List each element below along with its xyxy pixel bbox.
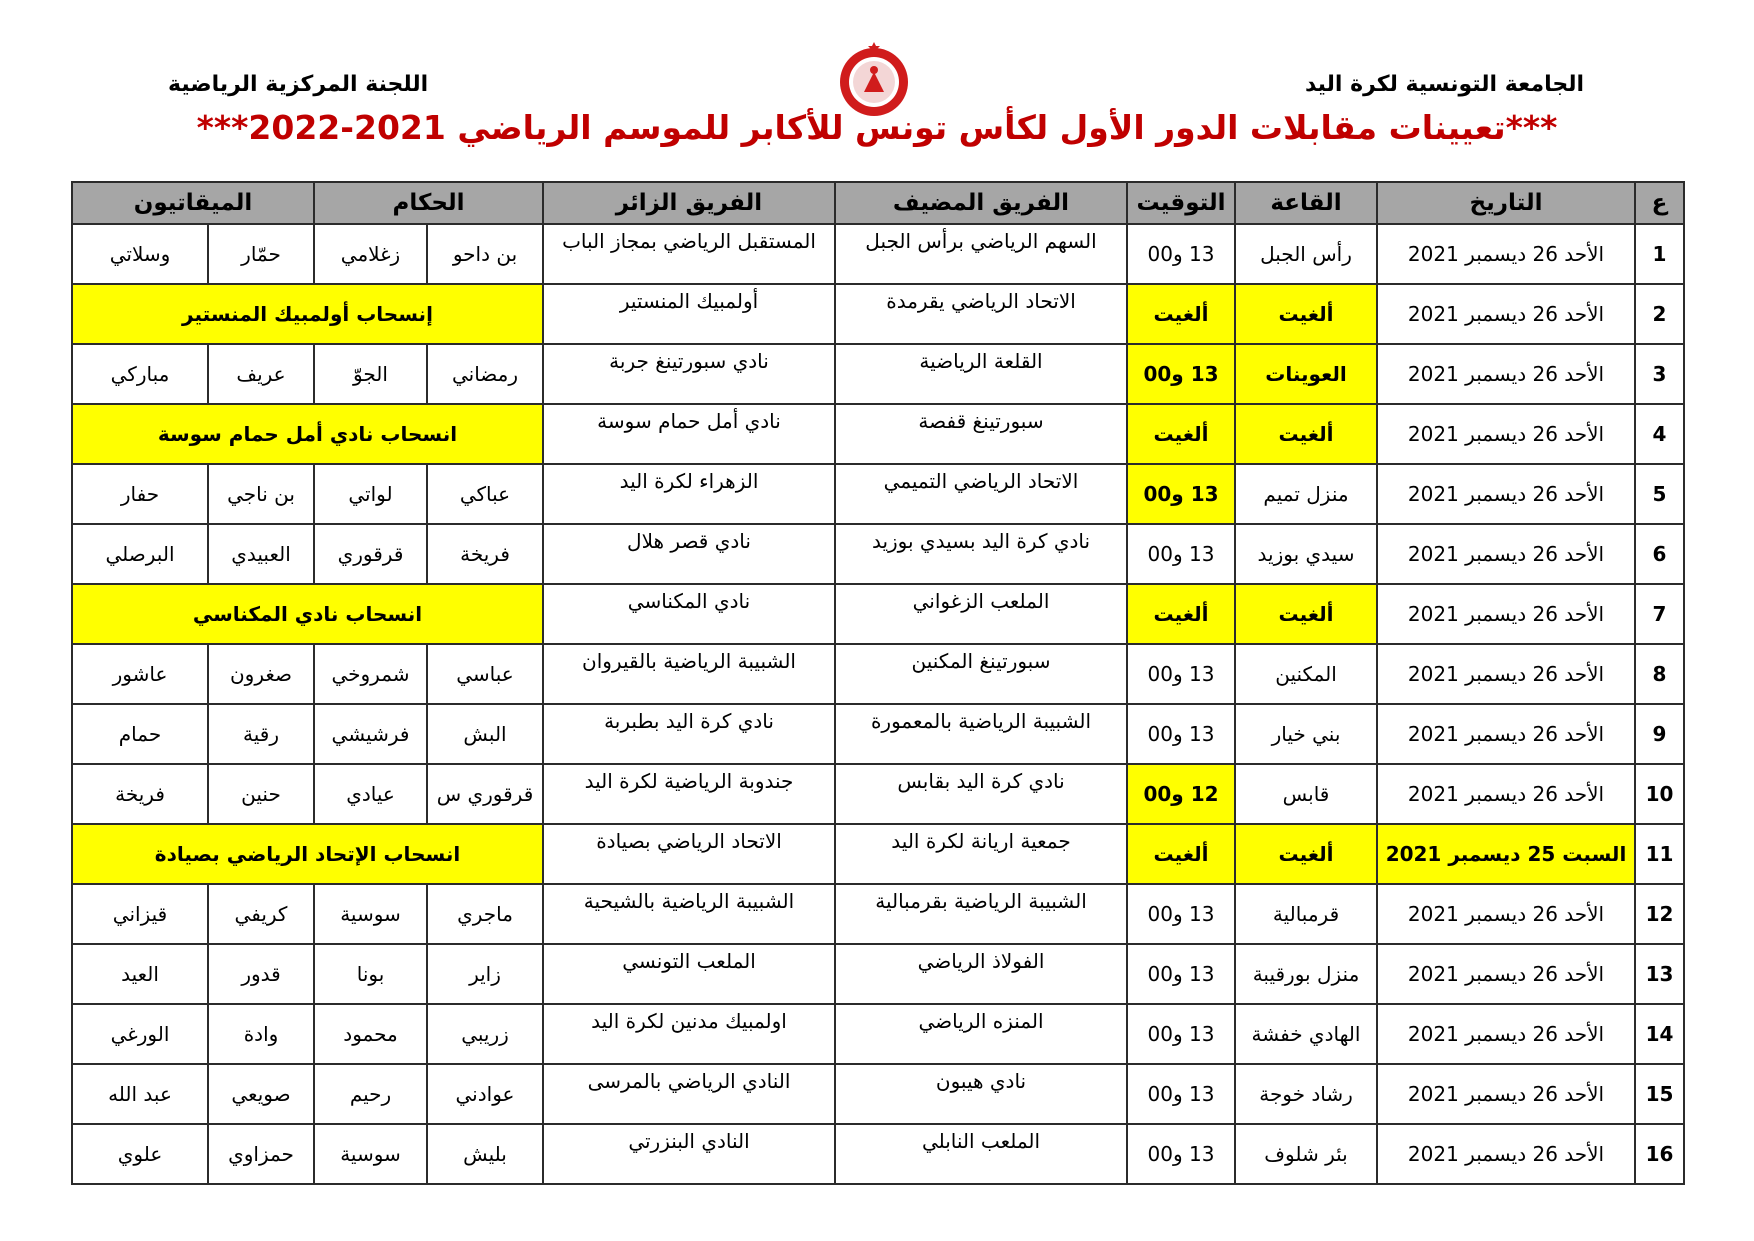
row-number: 15 <box>1635 1064 1684 1124</box>
match-time: 12 و00 <box>1127 764 1235 824</box>
row-number: 11 <box>1635 824 1684 884</box>
timekeeper-2: مباركي <box>72 344 208 404</box>
table-row <box>72 524 1684 584</box>
match-hall: قابس <box>1235 764 1377 824</box>
referee-1: البش <box>427 704 543 764</box>
referee-2: زغلامي <box>314 224 427 284</box>
match-date: الأحد 26 ديسمبر 2021 <box>1377 524 1635 584</box>
match-hall: العوينات <box>1235 344 1377 404</box>
match-hall: ألغيت <box>1235 584 1377 644</box>
header-num: ع <box>1635 182 1684 224</box>
timekeeper-1: حنين <box>208 764 314 824</box>
match-time: 13 و00 <box>1127 464 1235 524</box>
away-team: المستقبل الرياضي بمجاز الباب <box>543 224 835 284</box>
match-time: 13 و00 <box>1127 344 1235 404</box>
match-date: الأحد 26 ديسمبر 2021 <box>1377 1004 1635 1064</box>
away-team: أولمبيك المنستير <box>543 284 835 344</box>
referee-1: فريخة <box>427 524 543 584</box>
away-team: الشبيبة الرياضية بالشيحية <box>543 884 835 944</box>
referee-2: فرشيشي <box>314 704 427 764</box>
row-number: 5 <box>1635 464 1684 524</box>
referee-2: قرقوري <box>314 524 427 584</box>
row-number: 16 <box>1635 1124 1684 1184</box>
match-hall: المكنين <box>1235 644 1377 704</box>
table-row <box>72 584 1684 644</box>
match-hall: الهادي خفشة <box>1235 1004 1377 1064</box>
referee-2: عيادي <box>314 764 427 824</box>
row-number: 6 <box>1635 524 1684 584</box>
timekeeper-2: حمام <box>72 704 208 764</box>
home-team: الاتحاد الرياضي يقرمدة <box>835 284 1127 344</box>
home-team: القلعة الرياضية <box>835 344 1127 404</box>
header-time: التوقيت <box>1127 182 1235 224</box>
match-date: الأحد 26 ديسمبر 2021 <box>1377 464 1635 524</box>
row-number: 2 <box>1635 284 1684 344</box>
timekeeper-1: كريفي <box>208 884 314 944</box>
header-timekeepers: الميقاتيون <box>72 182 314 224</box>
match-date: الأحد 26 ديسمبر 2021 <box>1377 1124 1635 1184</box>
away-team: جندوبة الرياضية لكرة اليد <box>543 764 835 824</box>
match-time: 13 و00 <box>1127 524 1235 584</box>
referee-1: عباسي <box>427 644 543 704</box>
match-time: ألغيت <box>1127 584 1235 644</box>
away-team: الزهراء لكرة اليد <box>543 464 835 524</box>
referee-1: زريبي <box>427 1004 543 1064</box>
home-team: سبورتينغ قفصة <box>835 404 1127 464</box>
timekeeper-2: وسلاتي <box>72 224 208 284</box>
match-time: 13 و00 <box>1127 944 1235 1004</box>
match-date: الأحد 26 ديسمبر 2021 <box>1377 284 1635 344</box>
row-number: 8 <box>1635 644 1684 704</box>
match-hall: منزل بورقيبة <box>1235 944 1377 1004</box>
table-body <box>72 224 1684 1184</box>
referee-2: رحيم <box>314 1064 427 1124</box>
table-row <box>72 1124 1684 1184</box>
away-team: الملعب التونسي <box>543 944 835 1004</box>
row-number: 3 <box>1635 344 1684 404</box>
match-date: الأحد 26 ديسمبر 2021 <box>1377 404 1635 464</box>
referee-1: زاير <box>427 944 543 1004</box>
home-team: الفولاذ الرياضي <box>835 944 1127 1004</box>
match-hall: بئر شلوف <box>1235 1124 1377 1184</box>
away-team: النادي البنزرتي <box>543 1124 835 1184</box>
home-team: الاتحاد الرياضي التميمي <box>835 464 1127 524</box>
referee-2: الجوّ <box>314 344 427 404</box>
referee-1: عوادني <box>427 1064 543 1124</box>
away-team: نادي قصر هلال <box>543 524 835 584</box>
header-hall: القاعة <box>1235 182 1377 224</box>
timekeeper-1: العبيدي <box>208 524 314 584</box>
table-row <box>72 464 1684 524</box>
federation-name: الجامعة التونسية لكرة اليد <box>1304 72 1584 97</box>
table-row <box>72 704 1684 764</box>
away-team: نادي أمل حمام سوسة <box>543 404 835 464</box>
timekeeper-1: عريف <box>208 344 314 404</box>
table-row <box>72 884 1684 944</box>
match-time: 13 و00 <box>1127 704 1235 764</box>
assignments-table <box>71 181 1685 1185</box>
match-time: 13 و00 <box>1127 224 1235 284</box>
referee-1: بليش <box>427 1124 543 1184</box>
match-time: 13 و00 <box>1127 1004 1235 1064</box>
match-time: 13 و00 <box>1127 1064 1235 1124</box>
match-date: الأحد 26 ديسمبر 2021 <box>1377 944 1635 1004</box>
timekeeper-2: عبد الله <box>72 1064 208 1124</box>
row-number: 12 <box>1635 884 1684 944</box>
row-number: 10 <box>1635 764 1684 824</box>
referee-2: سوسية <box>314 1124 427 1184</box>
header-home: الفريق المضيف <box>835 182 1127 224</box>
match-time: ألغيت <box>1127 404 1235 464</box>
away-team: الاتحاد الرياضي بصيادة <box>543 824 835 884</box>
home-team: نادي هيبون <box>835 1064 1127 1124</box>
away-team: الشبيبة الرياضية بالقيروان <box>543 644 835 704</box>
home-team: الملعب النابلي <box>835 1124 1127 1184</box>
committee-name: اللجنة المركزية الرياضية <box>168 72 429 97</box>
away-team: نادي كرة اليد بطبربة <box>543 704 835 764</box>
referee-2: سوسية <box>314 884 427 944</box>
match-date: الأحد 26 ديسمبر 2021 <box>1377 764 1635 824</box>
withdrawal-note: إنسحاب أولمبيك المنستير <box>72 284 543 344</box>
referee-1: قرقوري س <box>427 764 543 824</box>
table-row <box>72 344 1684 404</box>
match-hall: قرمبالية <box>1235 884 1377 944</box>
table-row <box>72 1004 1684 1064</box>
table-row <box>72 764 1684 824</box>
table-row <box>72 944 1684 1004</box>
row-number: 7 <box>1635 584 1684 644</box>
timekeeper-2: قيزاني <box>72 884 208 944</box>
table-row <box>72 404 1684 464</box>
timekeeper-1: وادة <box>208 1004 314 1064</box>
home-team: الشبيبة الرياضية بالمعمورة <box>835 704 1127 764</box>
federation-logo-icon <box>836 42 912 118</box>
row-number: 4 <box>1635 404 1684 464</box>
match-hall: ألغيت <box>1235 824 1377 884</box>
referee-1: رمضاني <box>427 344 543 404</box>
home-team: الشبيبة الرياضية بقرمبالية <box>835 884 1127 944</box>
row-number: 1 <box>1635 224 1684 284</box>
withdrawal-note: انسحاب نادي أمل حمام سوسة <box>72 404 543 464</box>
away-team: اولمبيك مدنين لكرة اليد <box>543 1004 835 1064</box>
timekeeper-2: عاشور <box>72 644 208 704</box>
timekeeper-2: فريخة <box>72 764 208 824</box>
match-date: الأحد 26 ديسمبر 2021 <box>1377 224 1635 284</box>
timekeeper-1: حمزاوي <box>208 1124 314 1184</box>
match-hall: رشاد خوجة <box>1235 1064 1377 1124</box>
timekeeper-2: علوي <box>72 1124 208 1184</box>
timekeeper-2: حفار <box>72 464 208 524</box>
table-row <box>72 224 1684 284</box>
home-team: جمعية اريانة لكرة اليد <box>835 824 1127 884</box>
match-date: الأحد 26 ديسمبر 2021 <box>1377 1064 1635 1124</box>
timekeeper-1: حمّار <box>208 224 314 284</box>
referee-1: بن داحو <box>427 224 543 284</box>
match-time: 13 و00 <box>1127 644 1235 704</box>
referee-2: محمود <box>314 1004 427 1064</box>
match-hall: بني خيار <box>1235 704 1377 764</box>
home-team: نادي كرة اليد بقابس <box>835 764 1127 824</box>
match-date: الأحد 26 ديسمبر 2021 <box>1377 644 1635 704</box>
timekeeper-2: العيد <box>72 944 208 1004</box>
table-row <box>72 1064 1684 1124</box>
match-date: السبت 25 ديسمبر 2021 <box>1377 824 1635 884</box>
match-time: 13 و00 <box>1127 884 1235 944</box>
match-hall: رأس الجبل <box>1235 224 1377 284</box>
timekeeper-1: بن ناجي <box>208 464 314 524</box>
match-date: الأحد 26 ديسمبر 2021 <box>1377 584 1635 644</box>
header-away: الفريق الزائر <box>543 182 835 224</box>
match-time: ألغيت <box>1127 824 1235 884</box>
match-date: الأحد 26 ديسمبر 2021 <box>1377 704 1635 764</box>
timekeeper-1: قدور <box>208 944 314 1004</box>
table-row <box>72 284 1684 344</box>
row-number: 13 <box>1635 944 1684 1004</box>
home-team: المنزه الرياضي <box>835 1004 1127 1064</box>
referee-1: عباكي <box>427 464 543 524</box>
match-date: الأحد 26 ديسمبر 2021 <box>1377 884 1635 944</box>
match-hall: منزل تميم <box>1235 464 1377 524</box>
table-header-row <box>72 182 1684 224</box>
withdrawal-note: انسحاب الإتحاد الرياضي بصيادة <box>72 824 543 884</box>
away-team: النادي الرياضي بالمرسى <box>543 1064 835 1124</box>
home-team: سبورتينغ المكنين <box>835 644 1127 704</box>
table-row <box>72 824 1684 884</box>
withdrawal-note: انسحاب نادي المكناسي <box>72 584 543 644</box>
timekeeper-1: صغرون <box>208 644 314 704</box>
row-number: 14 <box>1635 1004 1684 1064</box>
page-title: ***تعيينات مقابلات الدور الأول لكأس تونس للأكابر للموسم الرياضي 2021-2022*** <box>196 108 1558 147</box>
away-team: نادي سبورتينغ جربة <box>543 344 835 404</box>
match-hall: ألغيت <box>1235 404 1377 464</box>
home-team: السهم الرياضي برأس الجبل <box>835 224 1127 284</box>
match-hall: سيدي بوزيد <box>1235 524 1377 584</box>
match-time: 13 و00 <box>1127 1124 1235 1184</box>
match-date: الأحد 26 ديسمبر 2021 <box>1377 344 1635 404</box>
timekeeper-1: رقية <box>208 704 314 764</box>
home-team: نادي كرة اليد بسيدي بوزيد <box>835 524 1127 584</box>
table-row <box>72 644 1684 704</box>
referee-2: بونا <box>314 944 427 1004</box>
match-hall: ألغيت <box>1235 284 1377 344</box>
timekeeper-2: البرصلي <box>72 524 208 584</box>
referee-2: لواتي <box>314 464 427 524</box>
referee-1: ماجري <box>427 884 543 944</box>
row-number: 9 <box>1635 704 1684 764</box>
timekeeper-1: صويعي <box>208 1064 314 1124</box>
home-team: الملعب الزغواني <box>835 584 1127 644</box>
match-time: ألغيت <box>1127 284 1235 344</box>
header-date: التاريخ <box>1377 182 1635 224</box>
away-team: نادي المكناسي <box>543 584 835 644</box>
timekeeper-2: الورغي <box>72 1004 208 1064</box>
referee-2: شمروخي <box>314 644 427 704</box>
header-referees: الحكام <box>314 182 543 224</box>
